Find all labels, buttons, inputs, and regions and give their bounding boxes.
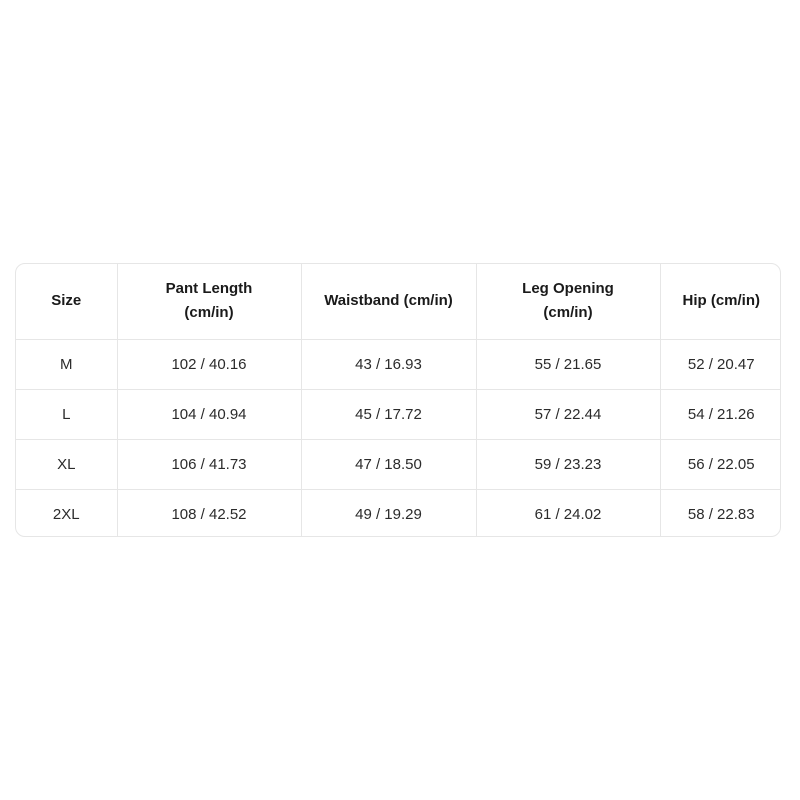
cell-waistband: 43 / 16.93	[301, 339, 476, 389]
header-size: Size	[16, 264, 117, 339]
header-hip: Hip (cm/in)	[660, 264, 781, 339]
cell-pant-length: 104 / 40.94	[117, 389, 301, 439]
cell-size: XL	[16, 439, 117, 489]
cell-size: M	[16, 339, 117, 389]
cell-leg-opening: 61 / 24.02	[476, 489, 660, 537]
header-pant-length: Pant Length (cm/in)	[117, 264, 301, 339]
cell-leg-opening: 55 / 21.65	[476, 339, 660, 389]
table-row	[16, 439, 781, 489]
cell-waistband: 47 / 18.50	[301, 439, 476, 489]
cell-size: L	[16, 389, 117, 439]
cell-leg-opening: 57 / 22.44	[476, 389, 660, 439]
cell-hip: 54 / 21.26	[660, 389, 781, 439]
cell-hip: 56 / 22.05	[660, 439, 781, 489]
header-row	[16, 264, 781, 339]
cell-pant-length: 106 / 41.73	[117, 439, 301, 489]
cell-hip: 58 / 22.83	[687, 505, 755, 523]
cell-waistband: 45 / 17.72	[301, 389, 476, 439]
cell-size: 2XL	[16, 489, 117, 537]
cell-hip: 52 / 20.47	[660, 339, 781, 389]
size-table	[16, 264, 781, 537]
table-row	[16, 339, 781, 389]
size-chart-table	[15, 263, 781, 537]
table-row	[16, 389, 781, 439]
header-leg-opening: Leg Opening (cm/in)	[476, 264, 660, 339]
table-row	[16, 489, 781, 537]
cell-pant-length: 102 / 40.16	[117, 339, 301, 389]
cell-pant-length: 108 / 42.52	[117, 489, 301, 537]
cell-leg-opening: 59 / 23.23	[476, 439, 660, 489]
cell-waistband: 49 / 19.29	[301, 489, 476, 537]
header-waistband: Waistband (cm/in)	[301, 264, 476, 339]
